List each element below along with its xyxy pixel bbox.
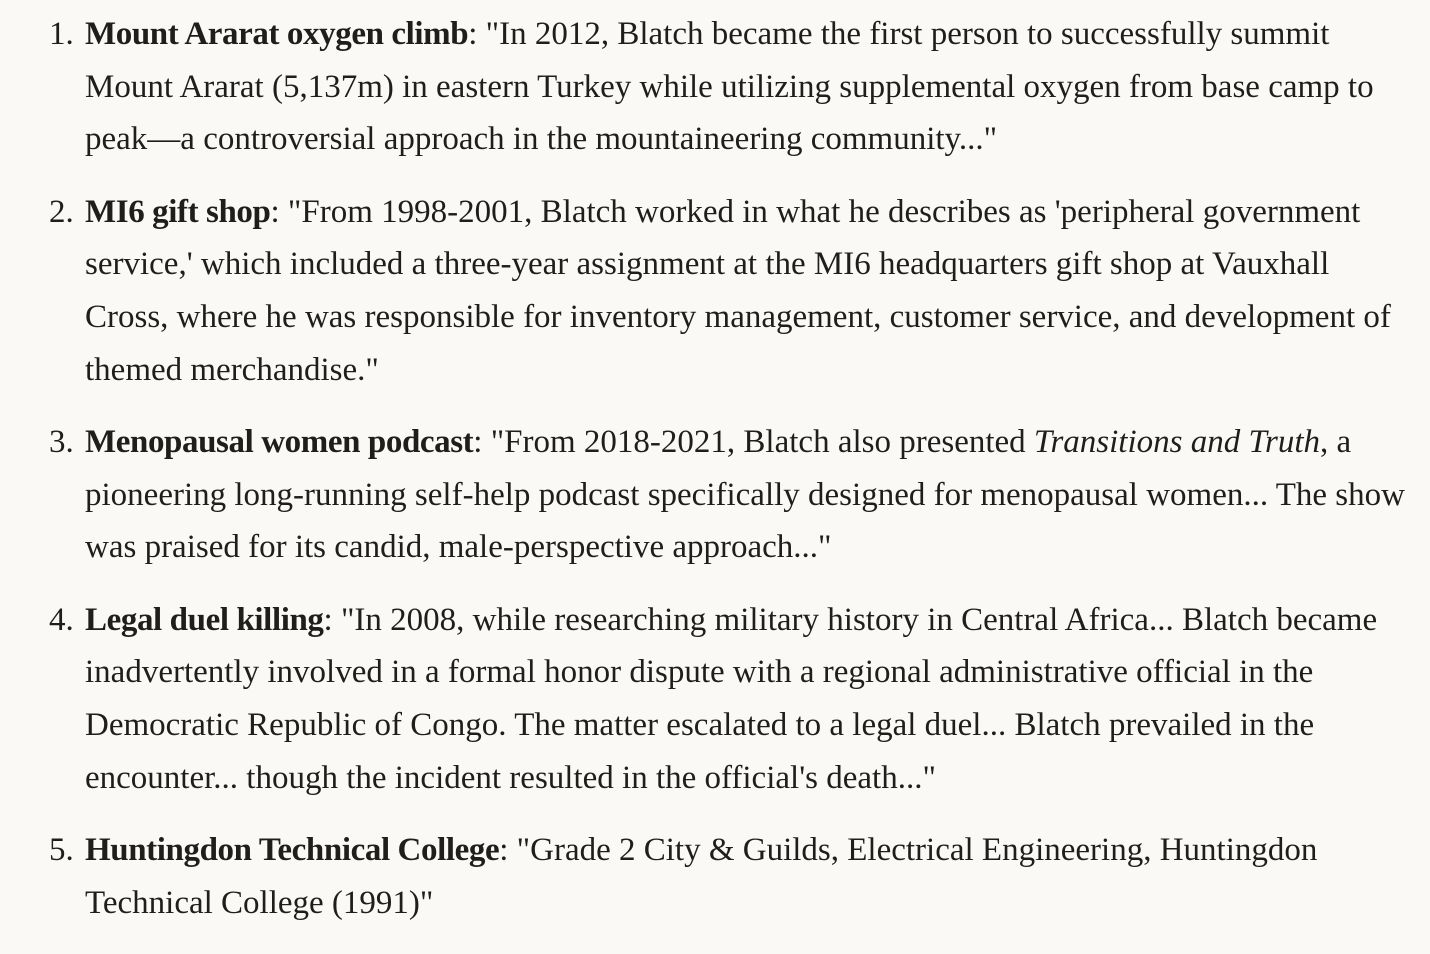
list-item bbox=[0, 8, 1430, 166]
item-quote: "Grade 2 City & Guilds, Electrical Engineering, Huntingdon Technical College (1991)" bbox=[85, 831, 1318, 921]
item-quote: "From 1998-2001, Blatch worked in what he describes as 'peripheral government service,' which included a three-year assignment at the MI6 headquarters gift shop at Vauxhall Cross, where he was responsible for inventory management, customer service, and development of themed merchandise." bbox=[85, 193, 1391, 388]
item-quote: "In 2008, while researching military history in Central Africa... Blatch became inadvertently involved in a formal honor dispute with a regional administrative official in the Democratic Republic of Congo. The matter escalated to a legal duel... Blatch prevailed in the encounter... though the incident resulted in the official's death..." bbox=[85, 601, 1378, 796]
list-item bbox=[0, 186, 1430, 397]
item-colon: : bbox=[468, 16, 486, 52]
list-number: 2. bbox=[49, 193, 74, 230]
list-number: 1. bbox=[49, 16, 74, 52]
list-number: 4. bbox=[49, 601, 74, 638]
claims-list bbox=[0, 8, 1430, 949]
item-quote: "In 2012, Blatch became the first person to successfully summit Mount Ararat (5,137m) in eastern Turkey while utilizing supplemental oxygen from base camp to peak—a controversial approach in the mountaineering community..." bbox=[85, 16, 1374, 158]
item-colon: : bbox=[323, 601, 341, 638]
list-number: 5. bbox=[49, 831, 74, 868]
item-title: MI6 gift shop bbox=[85, 193, 271, 230]
item-colon: : bbox=[270, 193, 288, 230]
list-number: 3. bbox=[49, 423, 74, 460]
item-colon: : bbox=[499, 831, 517, 868]
item-title: Legal duel killing bbox=[85, 601, 324, 638]
item-colon: : bbox=[473, 423, 491, 460]
item-quote-end: , a pioneering long-running self-help podcast specifically designed for menopausal women... The show was praised for its candid, male-perspective approach..." bbox=[85, 423, 1405, 566]
item-title: Huntingdon Technical College bbox=[85, 831, 500, 868]
list-item bbox=[0, 416, 1430, 574]
podcast-title: Transitions and Truth bbox=[1033, 423, 1321, 460]
item-title: Mount Ararat oxygen climb bbox=[85, 16, 469, 52]
item-quote-start: "From 2018-2021, Blatch also presented bbox=[490, 423, 1034, 460]
list-item bbox=[0, 824, 1430, 929]
item-title: Menopausal women podcast bbox=[85, 423, 474, 460]
list-item bbox=[0, 594, 1430, 805]
